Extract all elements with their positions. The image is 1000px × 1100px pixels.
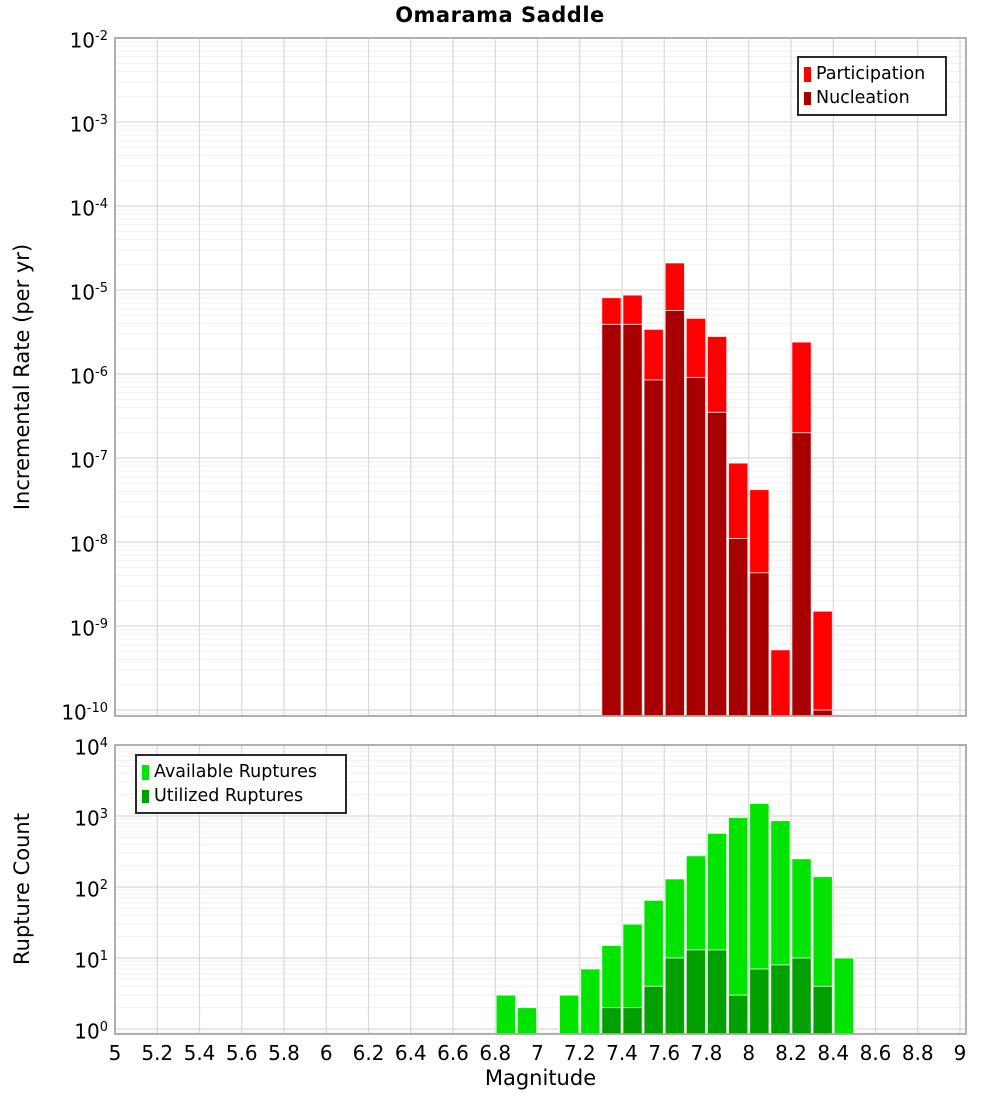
minor-gridline [115, 417, 966, 418]
legend-item-nucleation [804, 88, 940, 108]
major-gridline [115, 373, 966, 374]
nucleation-bar [602, 324, 621, 716]
nucleation-bar [813, 710, 832, 716]
minor-gridline [115, 936, 966, 937]
x-tick-label: 6.2 [352, 1041, 385, 1065]
minor-gridline [115, 684, 966, 685]
minor-gridline [115, 639, 966, 640]
participation-bar [771, 650, 790, 716]
y-tick-label: $10^{-8}$ [69, 532, 108, 557]
nucleation-bar [686, 377, 705, 716]
minor-gridline [115, 865, 966, 866]
minor-gridline [115, 219, 966, 220]
vertical-gridline [495, 745, 496, 1034]
minor-gridline [115, 466, 966, 467]
rate-legend [797, 56, 947, 116]
legend-item-utilized [142, 786, 340, 806]
major-gridline [115, 121, 966, 122]
minor-gridline [115, 315, 966, 316]
minor-gridline [115, 550, 966, 551]
minor-gridline [115, 629, 966, 630]
minor-gridline [115, 819, 966, 820]
x-tick-label: 5.6 [225, 1041, 258, 1065]
y-tick-label: $10^0$ [74, 1019, 108, 1044]
y-tick-label: $10^{-3}$ [69, 112, 108, 137]
minor-gridline [115, 298, 966, 299]
y-tick-label: $10^{-4}$ [69, 196, 108, 221]
x-tick-label: 7.4 [606, 1041, 638, 1065]
y-tick-label: $10^{-10}$ [61, 700, 108, 725]
minor-gridline [115, 209, 966, 210]
minor-gridline [115, 669, 966, 670]
major-gridline [115, 205, 966, 206]
minor-gridline [115, 399, 966, 400]
minor-gridline [115, 713, 966, 714]
minor-gridline [115, 826, 966, 827]
utilized-bar [707, 950, 726, 1034]
minor-gridline [115, 155, 966, 156]
minor-gridline [115, 831, 966, 832]
minor-gridline [115, 432, 966, 433]
legend-label: Available Ruptures [154, 762, 317, 782]
minor-gridline [115, 501, 966, 502]
nucleation-bar [729, 539, 748, 716]
y-tick-label: $10^{-7}$ [69, 448, 108, 473]
minor-gridline [115, 147, 966, 148]
nucleation-bar [707, 412, 726, 716]
minor-gridline [115, 890, 966, 891]
nucleation-bar [750, 573, 769, 716]
major-gridline [115, 457, 966, 458]
x-tick-label: 5.4 [183, 1041, 216, 1065]
x-tick-label: 7.2 [563, 1041, 596, 1065]
legend-label: Participation [816, 64, 926, 84]
legend-label: Utilized Ruptures [154, 786, 304, 806]
minor-gridline [115, 893, 966, 894]
minor-gridline [115, 387, 966, 388]
vertical-gridline [368, 745, 369, 1034]
nucleation-bar [644, 380, 663, 716]
minor-gridline [115, 461, 966, 462]
minor-gridline [115, 130, 966, 131]
minor-gridline [115, 180, 966, 181]
minor-gridline [115, 853, 966, 854]
nucleation-swatch-icon [804, 92, 811, 105]
vertical-gridline [326, 38, 327, 716]
y-tick-label: $10^{-6}$ [69, 364, 108, 389]
major-gridline [115, 886, 966, 887]
minor-gridline [115, 822, 966, 823]
vertical-gridline [917, 745, 918, 1034]
major-gridline [115, 709, 966, 710]
x-tick-label: 9 [953, 1041, 967, 1065]
minor-gridline [115, 382, 966, 383]
minor-gridline [115, 471, 966, 472]
vertical-gridline [452, 745, 453, 1034]
x-tick-label: 7.6 [648, 1041, 681, 1065]
major-gridline [115, 289, 966, 290]
x-axis-label: Magnitude [484, 1066, 597, 1090]
minor-gridline [115, 634, 966, 635]
x-tick-label: 5 [108, 1041, 122, 1065]
minor-gridline [115, 377, 966, 378]
vertical-gridline [452, 38, 453, 716]
vertical-gridline [537, 38, 538, 716]
major-gridline [115, 625, 966, 626]
y-tick-label: $10^2$ [74, 877, 108, 902]
minor-gridline [115, 293, 966, 294]
available-bar [560, 995, 579, 1034]
minor-gridline [115, 239, 966, 240]
minor-gridline [115, 491, 966, 492]
minor-gridline [115, 924, 966, 925]
x-tick-label: 7.8 [690, 1041, 723, 1065]
minor-gridline [115, 483, 966, 484]
vertical-gridline [579, 38, 580, 716]
vertical-gridline [283, 38, 284, 716]
minor-gridline [115, 392, 966, 393]
count-y-axis-label: Rupture Count [10, 813, 34, 965]
vertical-gridline [537, 745, 538, 1034]
minor-gridline [115, 915, 966, 916]
panel-background [115, 38, 966, 716]
minor-gridline [115, 407, 966, 408]
legend-label: Nucleation [816, 88, 910, 108]
x-tick-label: 6.6 [437, 1041, 469, 1065]
x-tick-label: 5.2 [141, 1041, 174, 1065]
minor-gridline [115, 125, 966, 126]
minor-gridline [115, 165, 966, 166]
nucleation-bar [623, 324, 642, 716]
vertical-gridline [157, 38, 158, 716]
x-tick-label: 8.8 [901, 1041, 934, 1065]
minor-gridline [115, 516, 966, 517]
minor-gridline [115, 476, 966, 477]
minor-gridline [115, 41, 966, 42]
minor-gridline [115, 659, 966, 660]
minor-gridline [115, 751, 966, 752]
participation-bar [813, 611, 832, 716]
x-tick-label: 6 [319, 1041, 333, 1065]
nucleation-bar [792, 433, 811, 716]
count-legend [135, 754, 347, 814]
minor-gridline [115, 567, 966, 568]
available-bar [834, 958, 853, 1034]
y-tick-label: $10^{-5}$ [69, 280, 108, 305]
minor-gridline [115, 600, 966, 601]
minor-gridline [115, 323, 966, 324]
y-tick-label: $10^4$ [74, 735, 108, 760]
minor-gridline [115, 140, 966, 141]
x-tick-label: 6.8 [479, 1041, 512, 1065]
vertical-gridline [410, 38, 411, 716]
vertical-gridline [875, 745, 876, 1034]
minor-gridline [115, 214, 966, 215]
minor-gridline [115, 264, 966, 265]
minor-gridline [115, 51, 966, 52]
utilized-bar [792, 958, 811, 1034]
x-tick-label: 8.2 [775, 1041, 807, 1065]
utilized-bar [771, 965, 790, 1034]
vertical-gridline [199, 38, 200, 716]
minor-gridline [115, 844, 966, 845]
minor-gridline [115, 644, 966, 645]
utilized-bar [623, 1008, 642, 1034]
minor-gridline [115, 224, 966, 225]
utilized-bar [665, 958, 684, 1034]
minor-gridline [115, 585, 966, 586]
utilized-bar [813, 986, 832, 1034]
vertical-gridline [959, 38, 960, 716]
available-bar [581, 969, 600, 1034]
vertical-gridline [959, 745, 960, 1034]
major-gridline [115, 815, 966, 816]
available-bar [496, 995, 515, 1034]
minor-gridline [115, 348, 966, 349]
rate-y-axis-label: Incremental Rate (per yr) [10, 243, 34, 511]
minor-gridline [115, 575, 966, 576]
minor-gridline [115, 545, 966, 546]
nucleation-bar [665, 311, 684, 716]
available-ruptures-swatch-icon [142, 765, 149, 780]
vertical-gridline [875, 38, 876, 716]
vertical-gridline [241, 38, 242, 716]
x-tick-label: 5.8 [268, 1041, 300, 1065]
minor-gridline [115, 908, 966, 909]
chart-title: Omarama Saddle [395, 3, 605, 27]
utilized-bar [686, 950, 705, 1034]
minor-gridline [115, 837, 966, 838]
minor-gridline [115, 651, 966, 652]
y-tick-label: $10^{-2}$ [69, 28, 108, 53]
minor-gridline [115, 303, 966, 304]
participation-swatch-icon [804, 67, 811, 82]
minor-gridline [115, 231, 966, 232]
major-gridline [115, 541, 966, 542]
y-tick-label: $10^3$ [74, 806, 108, 831]
minor-gridline [115, 308, 966, 309]
vertical-gridline [917, 38, 918, 716]
minor-gridline [115, 560, 966, 561]
available-bar [517, 1008, 536, 1034]
minor-gridline [115, 555, 966, 556]
minor-gridline [115, 46, 966, 47]
utilized-bar [729, 995, 748, 1034]
utilized-bar [750, 969, 769, 1034]
minor-gridline [115, 249, 966, 250]
vertical-gridline [368, 38, 369, 716]
y-tick-label: $10^{-9}$ [69, 616, 108, 641]
minor-gridline [115, 902, 966, 903]
legend-item-participation [804, 64, 940, 84]
x-tick-label: 8.6 [859, 1041, 892, 1065]
x-tick-label: 7 [531, 1041, 544, 1065]
vertical-gridline [410, 745, 411, 1034]
utilized-bar [644, 986, 663, 1034]
utilized-bar [602, 1008, 621, 1034]
utilized-ruptures-swatch-icon [142, 790, 149, 803]
minor-gridline [115, 135, 966, 136]
minor-gridline [115, 333, 966, 334]
vertical-gridline [495, 38, 496, 716]
x-tick-label: 8.4 [817, 1041, 850, 1065]
x-tick-label: 8 [742, 1041, 756, 1065]
x-tick-label: 6.4 [394, 1041, 427, 1065]
minor-gridline [115, 897, 966, 898]
legend-item-available [142, 762, 340, 782]
y-tick-label: $10^1$ [74, 948, 108, 973]
minor-gridline [115, 748, 966, 749]
